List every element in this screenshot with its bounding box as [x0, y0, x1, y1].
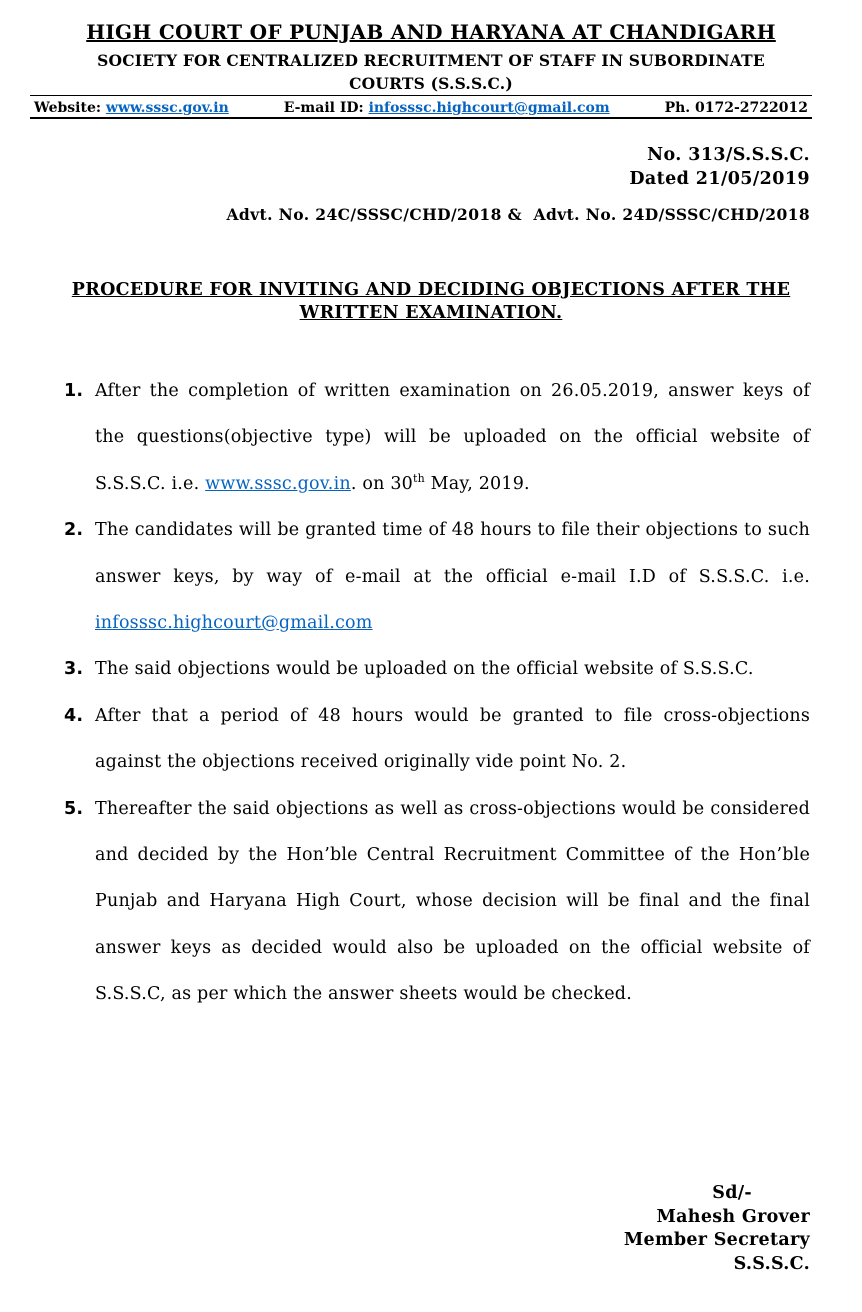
phone-number: Ph. 0172-2722012 — [664, 100, 808, 116]
item-number: 3. — [64, 659, 84, 680]
heading-line-1: PROCEDURE FOR INVITING AND DECIDING OBJECTIONS AFTER THE — [71, 280, 791, 300]
item-number: 5. — [64, 798, 84, 819]
signature-block — [624, 1182, 810, 1276]
item-text: After that a period of 48 hours would be granted to file cross-objections against the objections received originally vide point No. 2. — [95, 705, 810, 773]
document-title: HIGH COURT OF PUNJAB AND HARYANA AT CHANDIGARH — [86, 20, 776, 44]
subtitle-line-1: SOCIETY FOR CENTRALIZED RECRUITMENT OF STAFF IN SUBORDINATE — [97, 51, 765, 70]
document-subtitle — [50, 49, 812, 95]
ordinal-suffix: th — [413, 471, 425, 485]
procedure-list — [62, 368, 810, 1018]
list-item — [62, 368, 810, 507]
email-link[interactable]: infosssc.highcourt@gmail.com — [95, 613, 373, 634]
email-label: E-mail ID: — [283, 100, 364, 116]
item-number: 4. — [64, 705, 84, 726]
subtitle-line-2: COURTS (S.S.S.C.) — [349, 74, 513, 93]
list-item — [62, 693, 810, 786]
procedure-heading — [40, 279, 822, 325]
list-item — [62, 646, 810, 692]
list-item — [62, 507, 810, 646]
website-label: Website: — [34, 100, 102, 116]
advertisement-numbers: Advt. No. 24C/SSSC/CHD/2018 & Advt. No. 24D/SSSC/CHD/2018 — [226, 205, 810, 224]
reference-number: No. 313/S.S.S.C. — [647, 145, 810, 165]
signature-mark: Sd/- — [712, 1183, 752, 1203]
reference-date: Dated 21/05/2019 — [629, 169, 810, 189]
contact-bar — [30, 95, 812, 119]
signatory-name: Mahesh Grover — [656, 1206, 810, 1227]
signatory-organization: S.S.S.C. — [733, 1253, 810, 1274]
signatory-designation: Member Secretary — [623, 1230, 810, 1250]
item-text: Thereafter the said objections as well as cross-objections would be considered and decided by the Hon’ble Central Recruitment Committee of the Hon’ble Punjab and Haryana High Court, whose decision will be final and the final answer keys as decided would also be uploaded on the official website of S.S.S.C, as per which the answer sheets would be checked. — [95, 798, 810, 1005]
item-text: May, 2019. — [424, 473, 530, 494]
item-number: 2. — [64, 520, 84, 541]
list-item — [62, 786, 810, 1018]
website-contact — [34, 96, 229, 117]
email-link[interactable]: infosssc.highcourt@gmail.com — [368, 100, 610, 116]
email-contact — [284, 96, 610, 117]
item-text: The candidates will be granted time of 48 hours to file their objections to such answer keys, by way of e-mail at the official e-mail I.D of S.S.S.C. i.e. — [95, 520, 810, 587]
item-text: . on 30 — [350, 473, 414, 494]
item-text: The said objections would be uploaded on the official website of S.S.S.C. — [95, 659, 754, 680]
website-link[interactable]: www.sssc.gov.in — [205, 473, 351, 494]
item-number: 1. — [64, 381, 84, 401]
item-text: After the completion of written examination on 26.05.2019, answer keys of the questions(objective type) will be uploaded on the official website of S.S.S.C. i.e. — [95, 381, 810, 494]
website-link[interactable]: www.sssc.gov.in — [105, 100, 229, 116]
heading-line-2: WRITTEN EXAMINATION. — [299, 303, 563, 323]
